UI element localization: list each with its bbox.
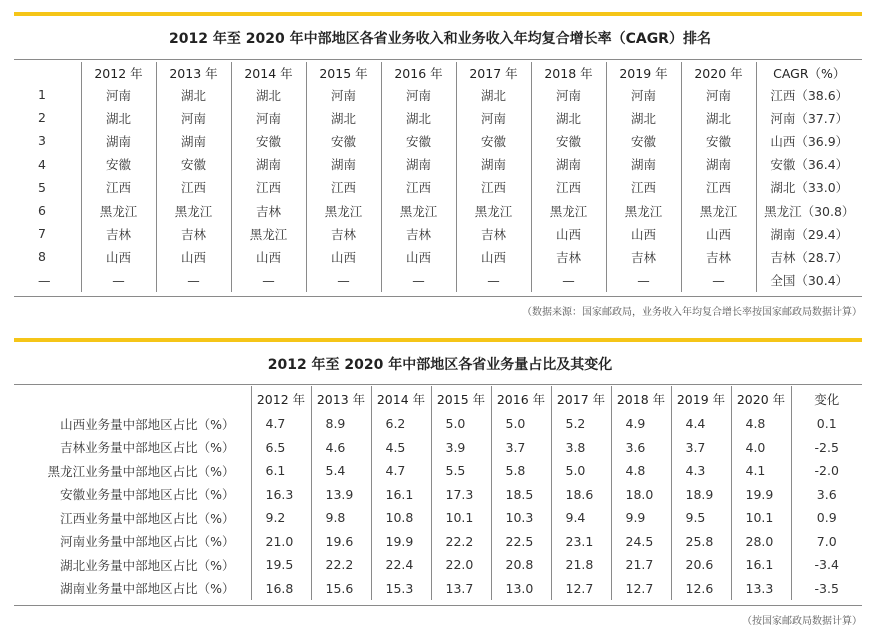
row-label: 安徽业务量中部地区占比（%） [60,487,235,503]
cagr-cell: 河南（37.7） [756,106,862,129]
table-cell: 5.5 [431,459,491,483]
table-cell: 黑龙江 [531,199,606,222]
table-cell: 13.7 [431,577,491,601]
table-cell: 湖南 [606,153,681,176]
table-cell: 22.2 [311,553,371,577]
table-cell: 黑龙江 [606,199,681,222]
header-cell: 2018 年 [611,386,671,412]
header-cell: 2019 年 [606,62,681,83]
table-cell: 湖南 [381,153,456,176]
table-cell: 4.9 [611,412,671,436]
table-row [14,553,862,577]
table-cell: 山西 [156,245,231,268]
table-cell: 5.0 [491,412,551,436]
table-cell: 22.4 [371,553,431,577]
rank-cell: 6 [38,203,46,219]
table-row [14,483,862,507]
table-cell: 安徽 [81,153,156,176]
table-cell: 河南 [606,83,681,106]
table-cell: 28.0 [731,530,791,554]
header-cell: 2013 年 [311,386,371,412]
table-cell: 21.0 [251,530,311,554]
header-cell: 2017 年 [456,62,531,83]
table-cell: 江西 [156,176,231,199]
rank-cell: 4 [38,156,46,172]
row-label: 江西业务量中部地区占比（%） [60,510,235,526]
table-cell: 安徽 [231,129,306,152]
cagr-cell: 安徽（36.4） [756,153,862,176]
table-cell: 黑龙江 [81,199,156,222]
header-cell: 2017 年 [551,386,611,412]
cagr-cell: 全国（30.4） [756,269,862,292]
table-cell: 山西 [81,245,156,268]
table-cell: 4.6 [311,436,371,460]
table-cell: 山西 [531,222,606,245]
table-cell: 河南 [81,83,156,106]
rank-cell: 5 [38,179,46,195]
table-cell: 10.1 [731,506,791,530]
table-row [14,106,862,129]
table-cell: 湖北 [231,83,306,106]
table-cell: 4.7 [251,412,311,436]
table-cell: 江西 [306,176,381,199]
table-row [14,176,862,199]
table-cell: 19.9 [371,530,431,554]
header-cell: 2015 年 [306,62,381,83]
header-cell: 2014 年 [371,386,431,412]
header-cell: 2013 年 [156,62,231,83]
rank-cell: 8 [38,249,46,265]
table-cell: 3.9 [431,436,491,460]
table-cell: 16.8 [251,577,311,601]
table-row [14,269,862,292]
section1-source-note: （数据来源：国家邮政局，业务收入年均复合增长率按国家邮政局数据计算） [522,307,862,318]
table-row [14,199,862,222]
change-cell: 0.1 [791,412,862,436]
table-row [14,83,862,106]
table-cell: 5.0 [551,459,611,483]
table-cell: 19.5 [251,553,311,577]
header-cell: 2020 年 [731,386,791,412]
table-cell: 安徽 [681,129,756,152]
header-cell: 变化 [791,386,862,412]
ranking-table [14,62,862,292]
table-cell: 3.7 [491,436,551,460]
table-cell: 山西 [606,222,681,245]
table-cell: 20.8 [491,553,551,577]
table-cell: 9.9 [611,506,671,530]
table-cell: 13.9 [311,483,371,507]
change-cell: -3.5 [791,577,862,601]
table-cell: 6.1 [251,459,311,483]
section1-top-bar [14,12,862,16]
table-cell: 河南 [381,83,456,106]
change-cell: 7.0 [791,530,862,554]
table-cell: 湖北 [381,106,456,129]
table-row [14,506,862,530]
table-cell: 山西 [231,245,306,268]
table-cell: 湖北 [306,106,381,129]
table-cell: 湖北 [156,83,231,106]
table-cell: 15.6 [311,577,371,601]
table-cell: 吉林 [231,199,306,222]
table-cell: 24.5 [611,530,671,554]
table-cell: 4.1 [731,459,791,483]
table-cell: 19.9 [731,483,791,507]
cagr-cell: 吉林（28.7） [756,245,862,268]
table-cell: 9.5 [671,506,731,530]
section1-title: 2012 年至 2020 年中部地区各省业务收入和业务收入年均复合增长率（CAGR）排名 [169,31,711,47]
table-cell: 21.8 [551,553,611,577]
header-cell: 2016 年 [381,62,456,83]
table-cell: 4.5 [371,436,431,460]
table-cell: 黑龙江 [306,199,381,222]
table-cell: 4.8 [611,459,671,483]
table-cell: 湖北 [531,106,606,129]
table-cell: 河南 [531,83,606,106]
header-cell: 2019 年 [671,386,731,412]
table-row [14,459,862,483]
row-label: 河南业务量中部地区占比（%） [60,534,235,550]
table-cell: 20.6 [671,553,731,577]
header-row [14,386,862,412]
table-cell: — [231,269,306,292]
table-cell: 湖南 [456,153,531,176]
table-row [14,222,862,245]
table-cell: 安徽 [156,153,231,176]
table-cell: 吉林 [81,222,156,245]
change-cell: -2.5 [791,436,862,460]
table-cell: 湖南 [531,153,606,176]
table-cell: 22.5 [491,530,551,554]
table-row [14,577,862,601]
table-cell: 12.7 [611,577,671,601]
header-blank-cell [14,62,81,83]
table-cell: 3.6 [611,436,671,460]
header-cell: 2018 年 [531,62,606,83]
table-cell: — [681,269,756,292]
table-cell: 湖北 [81,106,156,129]
table-cell: 18.5 [491,483,551,507]
table-cell: 16.3 [251,483,311,507]
table-cell: 湖南 [306,153,381,176]
table-cell: 4.8 [731,412,791,436]
header-cell: 2014 年 [231,62,306,83]
table-cell: 黑龙江 [381,199,456,222]
table-row [14,129,862,152]
table-cell: — [456,269,531,292]
table-cell: 黑龙江 [456,199,531,222]
table-cell: 安徽 [456,129,531,152]
table-cell: 18.6 [551,483,611,507]
table-cell: 18.0 [611,483,671,507]
table-cell: 吉林 [381,222,456,245]
table-cell: 9.2 [251,506,311,530]
cagr-cell: 湖北（33.0） [756,176,862,199]
rank-cell: 7 [38,226,46,242]
table-cell: 5.8 [491,459,551,483]
table-cell: 25.8 [671,530,731,554]
table-cell: 6.5 [251,436,311,460]
table-row [14,245,862,268]
cagr-cell: 湖南（29.4） [756,222,862,245]
table-cell: 17.3 [431,483,491,507]
table-cell: 江西 [681,176,756,199]
table-row [14,530,862,554]
table-cell: 湖南 [231,153,306,176]
table-cell: 湖南 [681,153,756,176]
table-cell: 23.1 [551,530,611,554]
table-cell: 山西 [456,245,531,268]
table-cell: 4.4 [671,412,731,436]
table-cell: 22.0 [431,553,491,577]
table-cell: 10.1 [431,506,491,530]
change-cell: 3.6 [791,483,862,507]
table-cell: 黑龙江 [681,199,756,222]
table-row [14,153,862,176]
table-cell: — [81,269,156,292]
table-cell: 16.1 [731,553,791,577]
table-cell: 山西 [381,245,456,268]
row-label: 吉林业务量中部地区占比（%） [60,440,235,456]
table-cell: 吉林 [606,245,681,268]
header-cell: 2012 年 [81,62,156,83]
table-cell: 河南 [681,83,756,106]
rank-cell: — [38,272,51,288]
table-cell: 黑龙江 [231,222,306,245]
section2-title: 2012 年至 2020 年中部地区各省业务量占比及其变化 [267,357,613,373]
rank-cell: 2 [38,110,46,126]
table-cell: — [156,269,231,292]
table-cell: 安徽 [531,129,606,152]
table-cell: 4.0 [731,436,791,460]
table-cell: 湖南 [81,129,156,152]
table-cell: 吉林 [156,222,231,245]
table-cell: 湖北 [606,106,681,129]
table-cell: 河南 [231,106,306,129]
table-row [14,436,862,460]
table-cell: 江西 [531,176,606,199]
table-cell: 21.7 [611,553,671,577]
row-label: 湖北业务量中部地区占比（%） [60,557,235,573]
table-cell: 22.2 [431,530,491,554]
share-table [14,386,862,600]
section2-top-bar [14,338,862,342]
table-cell: 12.6 [671,577,731,601]
table-cell: 4.7 [371,459,431,483]
table-cell: 12.7 [551,577,611,601]
row-label: 湖南业务量中部地区占比（%） [60,581,235,597]
section2-header-rule [14,384,862,385]
header-blank-cell [14,386,251,412]
table-cell: 5.0 [431,412,491,436]
table-cell: 安徽 [381,129,456,152]
table-cell: 9.8 [311,506,371,530]
table-cell: 5.4 [311,459,371,483]
cagr-cell: 山西（36.9） [756,129,862,152]
table-cell: 吉林 [456,222,531,245]
table-cell: 河南 [156,106,231,129]
table-cell: 5.2 [551,412,611,436]
table-cell: 19.6 [311,530,371,554]
table-row [14,412,862,436]
table-cell: — [381,269,456,292]
section1-header-rule [14,59,862,60]
table-cell: — [531,269,606,292]
table-cell: 16.1 [371,483,431,507]
table-cell: 江西 [81,176,156,199]
table-cell: 4.3 [671,459,731,483]
table-cell: 黑龙江 [156,199,231,222]
table-cell: 山西 [681,222,756,245]
table-cell: 吉林 [681,245,756,268]
table-cell: 6.2 [371,412,431,436]
row-label: 黑龙江业务量中部地区占比（%） [47,463,235,479]
table-cell: 13.3 [731,577,791,601]
header-cell: 2012 年 [251,386,311,412]
section1-bottom-rule [14,296,862,297]
change-cell: -3.4 [791,553,862,577]
header-cell: 2016 年 [491,386,551,412]
rank-cell: 1 [38,87,46,103]
header-cell: CAGR（%） [756,62,862,83]
table-cell: 13.0 [491,577,551,601]
table-cell: 15.3 [371,577,431,601]
table-cell: 江西 [456,176,531,199]
table-cell: 吉林 [306,222,381,245]
change-cell: 0.9 [791,506,862,530]
row-label: 山西业务量中部地区占比（%） [60,416,235,432]
cagr-cell: 江西（38.6） [756,83,862,106]
table-cell: 9.4 [551,506,611,530]
cagr-cell: 黑龙江（30.8） [756,199,862,222]
table-cell: 18.9 [671,483,731,507]
table-cell: 3.8 [551,436,611,460]
header-row [14,62,862,83]
table-cell: 8.9 [311,412,371,436]
table-cell: 安徽 [306,129,381,152]
table-cell: 河南 [306,83,381,106]
table-cell: 湖北 [456,83,531,106]
header-cell: 2015 年 [431,386,491,412]
table-cell: — [606,269,681,292]
section2-source-note: （按国家邮政局数据计算） [742,616,862,627]
table-cell: 安徽 [606,129,681,152]
table-cell: 10.8 [371,506,431,530]
table-cell: 江西 [606,176,681,199]
table-cell: 湖南 [156,129,231,152]
table-cell: 3.7 [671,436,731,460]
change-cell: -2.0 [791,459,862,483]
table-cell: 10.3 [491,506,551,530]
table-cell: 江西 [381,176,456,199]
table-cell: 河南 [456,106,531,129]
header-cell: 2020 年 [681,62,756,83]
section2-bottom-rule [14,605,862,606]
table-cell: 山西 [306,245,381,268]
rank-cell: 3 [38,133,46,149]
table-cell: 湖北 [681,106,756,129]
table-cell: 吉林 [531,245,606,268]
table-cell: 江西 [231,176,306,199]
table-cell: — [306,269,381,292]
